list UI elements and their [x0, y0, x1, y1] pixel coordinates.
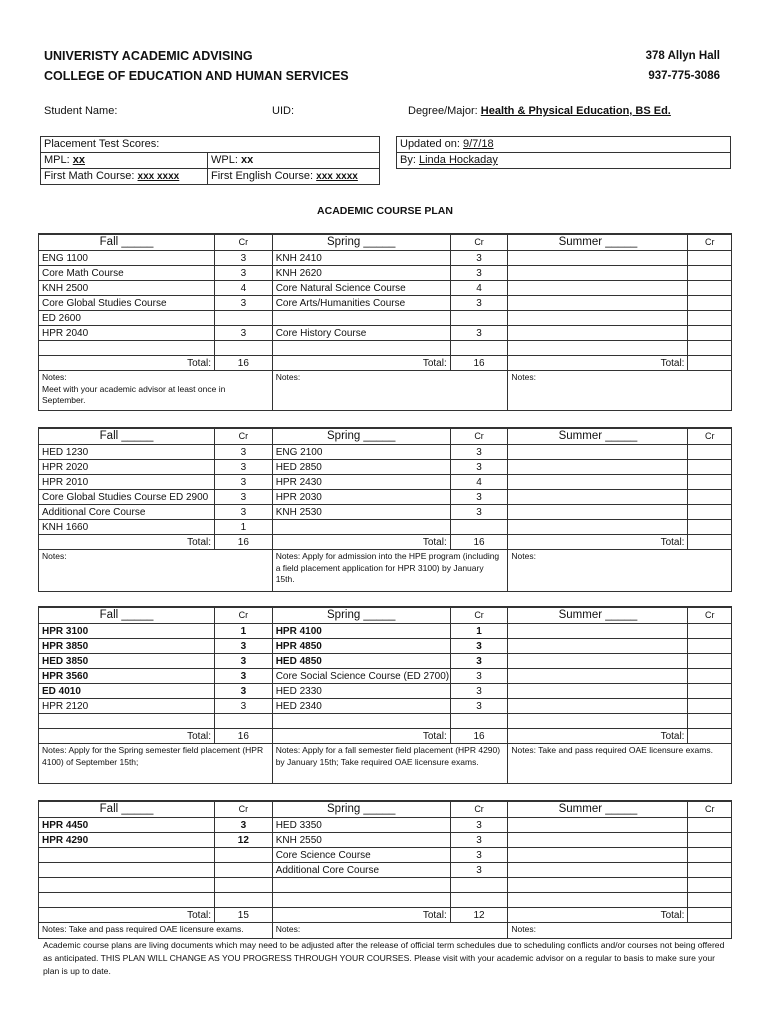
first-english-cell [208, 169, 380, 185]
fall-course: HPR 3560 [39, 669, 215, 684]
spring-course: ENG 2100 [272, 445, 450, 460]
summer-credit [688, 505, 732, 520]
course-row [39, 326, 732, 341]
course-row [39, 818, 732, 833]
spring-notes: Notes: [272, 923, 508, 939]
spring-header: Spring _____ [272, 607, 450, 624]
spring-course [272, 311, 450, 326]
spring-credit: 4 [450, 475, 508, 490]
year-plan-table [38, 233, 732, 411]
first-english-label: First English Course: [211, 170, 314, 182]
spring-credit: 3 [450, 699, 508, 714]
summer-credit [688, 490, 732, 505]
header-title-1: UNIVERISTY ACADEMIC ADVISING [44, 49, 253, 63]
summer-header: Summer _____ [508, 801, 688, 818]
fall-total-label: Total: [39, 908, 215, 923]
summer-course [508, 848, 688, 863]
fall-header: Fall _____ [39, 801, 215, 818]
year-plan-table [38, 800, 732, 939]
summer-total-label: Total: [508, 535, 688, 550]
spring-course: Core Science Course [272, 848, 450, 863]
summer-course [508, 445, 688, 460]
header-address: 378 Allyn Hall [645, 50, 720, 62]
summer-credit [688, 699, 732, 714]
course-row [39, 863, 732, 878]
summer-total-label: Total: [508, 729, 688, 744]
summer-credit [688, 341, 732, 356]
spring-course: HPR 2030 [272, 490, 450, 505]
spring-credit: 3 [450, 460, 508, 475]
fall-course: HPR 2010 [39, 475, 215, 490]
degree-value: Health & Physical Education, BS Ed. [480, 105, 671, 117]
fall-total-value: 16 [215, 729, 273, 744]
summer-course [508, 296, 688, 311]
first-english-value: xxx xxxx [316, 171, 358, 182]
spring-course: HED 2330 [272, 684, 450, 699]
summer-total-value [688, 908, 732, 923]
credit-header: Cr [215, 234, 273, 251]
spring-credit: 3 [450, 863, 508, 878]
summer-notes: Notes: Take and pass required OAE licensure exams. [508, 744, 732, 784]
course-row [39, 893, 732, 908]
summer-course [508, 654, 688, 669]
spring-course: KNH 2530 [272, 505, 450, 520]
summer-total-value [688, 729, 732, 744]
fall-course: HPR 2120 [39, 699, 215, 714]
summer-course [508, 505, 688, 520]
course-row [39, 878, 732, 893]
summer-total-label: Total: [508, 356, 688, 371]
summer-course [508, 251, 688, 266]
fall-course: ENG 1100 [39, 251, 215, 266]
fall-credit [215, 714, 273, 729]
spring-credit: 3 [450, 669, 508, 684]
fall-total-label: Total: [39, 535, 215, 550]
fall-credit: 3 [215, 460, 273, 475]
course-row [39, 296, 732, 311]
spring-total-value: 12 [450, 908, 508, 923]
spring-notes: Notes: [272, 371, 508, 411]
first-math-value: xxx xxxx [137, 171, 180, 182]
summer-course [508, 669, 688, 684]
spring-total-value: 16 [450, 535, 508, 550]
course-row [39, 699, 732, 714]
spring-credit: 3 [450, 684, 508, 699]
course-row [39, 311, 732, 326]
fall-course [39, 863, 215, 878]
course-row [39, 460, 732, 475]
spring-credit: 3 [450, 296, 508, 311]
summer-course [508, 714, 688, 729]
spring-credit: 3 [450, 326, 508, 341]
fall-credit: 3 [215, 669, 273, 684]
fall-course: HPR 3850 [39, 639, 215, 654]
summer-credit [688, 639, 732, 654]
course-row [39, 281, 732, 296]
credit-header: Cr [215, 607, 273, 624]
degree-label: Degree/Major: [408, 105, 478, 117]
credit-header: Cr [688, 428, 732, 445]
fall-course: HED 3850 [39, 654, 215, 669]
summer-total-label: Total: [508, 908, 688, 923]
spring-course: HED 2850 [272, 460, 450, 475]
fall-course: KNH 1660 [39, 520, 215, 535]
fall-credit: 3 [215, 818, 273, 833]
fall-credit [215, 311, 273, 326]
course-row [39, 639, 732, 654]
updated-cell [397, 137, 731, 153]
spring-notes: Notes: Apply for a fall semester field placement (HPR 4290) by January 15th; Take required OAE licensure exams. [272, 744, 508, 784]
spring-course: Additional Core Course [272, 863, 450, 878]
spring-credit [450, 311, 508, 326]
summer-course [508, 893, 688, 908]
fall-notes: Notes: Apply for the Spring semester field placement (HPR 4100) of September 15th; [39, 744, 273, 784]
fall-total-value: 16 [215, 535, 273, 550]
course-row [39, 714, 732, 729]
fall-course [39, 714, 215, 729]
course-row [39, 445, 732, 460]
spring-course: Core Arts/Humanities Course [272, 296, 450, 311]
spring-course: HPR 2430 [272, 475, 450, 490]
fall-notes: Notes: [39, 550, 273, 592]
spring-credit: 3 [450, 654, 508, 669]
summer-credit [688, 878, 732, 893]
mpl-cell [41, 153, 208, 169]
spring-course: HED 3350 [272, 818, 450, 833]
mpl-label: MPL: [44, 154, 70, 166]
spring-course: KNH 2550 [272, 833, 450, 848]
fall-credit: 3 [215, 296, 273, 311]
fall-course [39, 848, 215, 863]
year-plan-table [38, 427, 732, 592]
fall-course: HPR 4290 [39, 833, 215, 848]
course-row [39, 833, 732, 848]
fall-credit: 4 [215, 281, 273, 296]
summer-credit [688, 296, 732, 311]
first-math-cell [41, 169, 208, 185]
summer-course [508, 326, 688, 341]
spring-course [272, 893, 450, 908]
updated-table [396, 136, 731, 169]
summer-course [508, 460, 688, 475]
summer-course [508, 878, 688, 893]
spring-course: KNH 2620 [272, 266, 450, 281]
plan-title: ACADEMIC COURSE PLAN [317, 205, 453, 217]
fall-header: Fall _____ [39, 234, 215, 251]
credit-header: Cr [215, 801, 273, 818]
summer-course [508, 624, 688, 639]
spring-header: Spring _____ [272, 234, 450, 251]
spring-course [272, 714, 450, 729]
summer-course [508, 818, 688, 833]
summer-course [508, 311, 688, 326]
spring-credit: 3 [450, 833, 508, 848]
header-phone: 937-775-3086 [648, 70, 720, 82]
spring-credit: 4 [450, 281, 508, 296]
summer-course [508, 266, 688, 281]
course-row [39, 520, 732, 535]
spring-course: Core History Course [272, 326, 450, 341]
summer-credit [688, 311, 732, 326]
spring-total-label: Total: [272, 729, 450, 744]
spring-total-value: 16 [450, 356, 508, 371]
summer-credit [688, 654, 732, 669]
fall-credit: 3 [215, 445, 273, 460]
course-row [39, 475, 732, 490]
summer-course [508, 475, 688, 490]
fall-total-value: 15 [215, 908, 273, 923]
mpl-value: xx [72, 154, 85, 166]
summer-credit [688, 266, 732, 281]
summer-course [508, 833, 688, 848]
fall-course: Core Global Studies Course ED 2900 [39, 490, 215, 505]
spring-course: Core Social Science Course (ED 2700) [272, 669, 450, 684]
wpl-label: WPL: [211, 154, 238, 166]
summer-credit [688, 863, 732, 878]
summer-notes: Notes: [508, 371, 732, 411]
summer-credit [688, 281, 732, 296]
spring-notes: Notes: Apply for admission into the HPE program (including a field placement application for HPR 3100) by January 15th. [272, 550, 508, 592]
summer-course [508, 699, 688, 714]
spring-course: HED 2340 [272, 699, 450, 714]
fall-total-label: Total: [39, 729, 215, 744]
updated-by-label: By: [400, 154, 416, 166]
fall-header: Fall _____ [39, 428, 215, 445]
summer-total-value [688, 535, 732, 550]
header-title-2: COLLEGE OF EDUCATION AND HUMAN SERVICES [44, 69, 349, 83]
fall-total-value: 16 [215, 356, 273, 371]
summer-course [508, 341, 688, 356]
summer-credit [688, 714, 732, 729]
fall-header: Fall _____ [39, 607, 215, 624]
credit-header: Cr [450, 801, 508, 818]
fall-course: KNH 2500 [39, 281, 215, 296]
summer-total-value [688, 356, 732, 371]
credit-header: Cr [688, 234, 732, 251]
spring-total-label: Total: [272, 908, 450, 923]
fall-credit: 3 [215, 505, 273, 520]
spring-header: Spring _____ [272, 428, 450, 445]
fall-credit: 3 [215, 699, 273, 714]
summer-notes: Notes: [508, 550, 732, 592]
credit-header: Cr [450, 607, 508, 624]
fall-credit: 3 [215, 684, 273, 699]
summer-credit [688, 520, 732, 535]
summer-header: Summer _____ [508, 428, 688, 445]
course-row [39, 848, 732, 863]
spring-credit [450, 714, 508, 729]
fall-notes: Notes: Meet with your academic advisor at least once in September. [39, 371, 273, 411]
spring-course: HPR 4100 [272, 624, 450, 639]
fall-credit: 12 [215, 833, 273, 848]
fall-notes: Notes: Take and pass required OAE licensure exams. [39, 923, 273, 939]
student-name-label: Student Name: [44, 105, 118, 117]
fall-course: HPR 2020 [39, 460, 215, 475]
fall-credit: 1 [215, 520, 273, 535]
spring-credit [450, 520, 508, 535]
fall-credit [215, 878, 273, 893]
spring-course: Core Natural Science Course [272, 281, 450, 296]
footer-disclaimer: Academic course plans are living documents which may need to be adjusted after the release of official term schedules due to scheduling conflicts and/or courses not being offered as anticipated. THIS PLAN WILL CHANGE AS YOU PROGRESS THROUGH YOUR COURSES. Please visit with your academic advisor on a regular to basis to make sure your plan is up to date. [43, 940, 725, 976]
fall-course: Core Global Studies Course [39, 296, 215, 311]
summer-credit [688, 684, 732, 699]
updated-label: Updated on: [400, 138, 460, 150]
year-plan-table [38, 606, 732, 784]
summer-course [508, 520, 688, 535]
updated-by-name: Linda Hockaday [418, 154, 498, 166]
spring-credit: 1 [450, 624, 508, 639]
summer-course [508, 639, 688, 654]
fall-credit: 1 [215, 624, 273, 639]
course-row [39, 624, 732, 639]
course-row [39, 654, 732, 669]
course-row [39, 341, 732, 356]
spring-credit: 3 [450, 445, 508, 460]
spring-credit [450, 341, 508, 356]
course-row [39, 669, 732, 684]
spring-course: KNH 2410 [272, 251, 450, 266]
spring-total-value: 16 [450, 729, 508, 744]
updated-by-cell [397, 153, 731, 169]
summer-credit [688, 893, 732, 908]
fall-credit: 3 [215, 326, 273, 341]
summer-notes: Notes: [508, 923, 732, 939]
fall-course [39, 341, 215, 356]
summer-credit [688, 848, 732, 863]
fall-total-label: Total: [39, 356, 215, 371]
course-row [39, 266, 732, 281]
spring-credit [450, 893, 508, 908]
summer-credit [688, 624, 732, 639]
fall-credit: 3 [215, 251, 273, 266]
course-row [39, 490, 732, 505]
fall-course: Core Math Course [39, 266, 215, 281]
fall-course [39, 893, 215, 908]
spring-credit: 3 [450, 818, 508, 833]
fall-credit [215, 848, 273, 863]
spring-credit: 3 [450, 639, 508, 654]
course-row [39, 505, 732, 520]
credit-header: Cr [688, 607, 732, 624]
spring-course [272, 878, 450, 893]
summer-credit [688, 251, 732, 266]
summer-course [508, 863, 688, 878]
fall-course: HPR 4450 [39, 818, 215, 833]
spring-credit: 3 [450, 266, 508, 281]
summer-credit [688, 833, 732, 848]
spring-header: Spring _____ [272, 801, 450, 818]
spring-credit: 3 [450, 505, 508, 520]
credit-header: Cr [215, 428, 273, 445]
fall-credit: 3 [215, 639, 273, 654]
fall-course: HPR 2040 [39, 326, 215, 341]
spring-course: HPR 4850 [272, 639, 450, 654]
credit-header: Cr [688, 801, 732, 818]
spring-course [272, 341, 450, 356]
fall-credit [215, 341, 273, 356]
summer-header: Summer _____ [508, 234, 688, 251]
fall-course: HPR 3100 [39, 624, 215, 639]
spring-credit: 3 [450, 490, 508, 505]
wpl-value: xx [240, 154, 254, 166]
updated-date: 9/7/18 [463, 138, 494, 150]
credit-header: Cr [450, 428, 508, 445]
fall-credit [215, 893, 273, 908]
summer-header: Summer _____ [508, 607, 688, 624]
placement-table [40, 136, 380, 185]
summer-course [508, 684, 688, 699]
summer-credit [688, 445, 732, 460]
spring-credit [450, 878, 508, 893]
spring-total-label: Total: [272, 356, 450, 371]
degree-field [408, 105, 671, 117]
placement-title: Placement Test Scores: [41, 137, 380, 153]
fall-course [39, 878, 215, 893]
credit-header: Cr [450, 234, 508, 251]
fall-course: Additional Core Course [39, 505, 215, 520]
summer-credit [688, 669, 732, 684]
spring-credit: 3 [450, 251, 508, 266]
first-math-label: First Math Course: [44, 170, 135, 182]
summer-credit [688, 475, 732, 490]
summer-credit [688, 818, 732, 833]
summer-course [508, 281, 688, 296]
fall-credit: 3 [215, 490, 273, 505]
fall-credit [215, 863, 273, 878]
uid-label: UID: [272, 105, 294, 117]
course-row [39, 684, 732, 699]
fall-course: HED 1230 [39, 445, 215, 460]
spring-course: HED 4850 [272, 654, 450, 669]
fall-course: ED 4010 [39, 684, 215, 699]
fall-course: ED 2600 [39, 311, 215, 326]
fall-credit: 3 [215, 266, 273, 281]
course-row [39, 251, 732, 266]
summer-credit [688, 326, 732, 341]
spring-total-label: Total: [272, 535, 450, 550]
summer-credit [688, 460, 732, 475]
summer-course [508, 490, 688, 505]
spring-course [272, 520, 450, 535]
wpl-cell [208, 153, 380, 169]
spring-credit: 3 [450, 848, 508, 863]
fall-credit: 3 [215, 654, 273, 669]
fall-credit: 3 [215, 475, 273, 490]
